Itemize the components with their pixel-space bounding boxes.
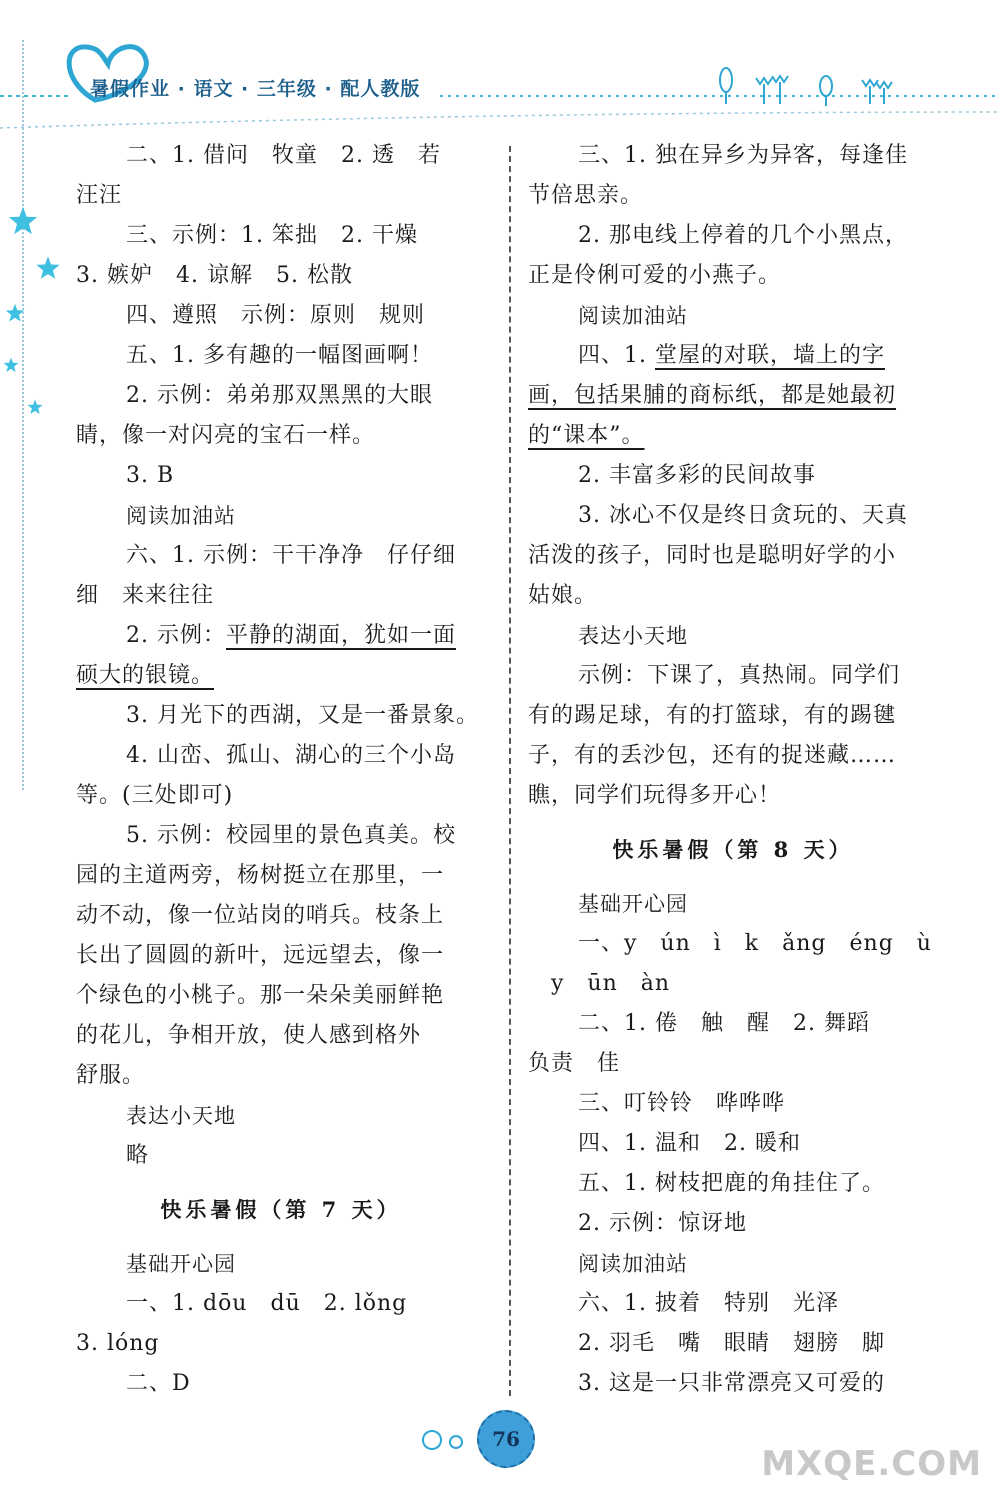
answer-line: 节倍思亲。 — [528, 183, 644, 208]
answer-line: 2. 羽毛 嘴 眼睛 翅膀 脚 — [578, 1331, 885, 1356]
answer-line: 2. 示例：平静的湖面，犹如一面 — [126, 623, 456, 648]
answer-line — [528, 416, 938, 456]
answer-line: 个绿色的小桃子。那一朵朵美丽鲜艳 — [76, 983, 445, 1008]
left-column — [76, 136, 486, 1404]
right-column — [528, 136, 938, 1404]
header-title: 暑假作业 · 语文 · 三年级 · 配人教版 — [90, 78, 421, 100]
answer-line: 三、叮铃铃 哗哗哗 — [578, 1091, 786, 1116]
underlined-answer: 堂屋的对联，墙上的字 — [654, 343, 885, 368]
answer-line: 示例：下课了，真热闹。同学们 — [578, 663, 901, 688]
answer-line: 姑娘。 — [528, 583, 598, 608]
section-heading: 表达小天地 — [126, 1104, 236, 1128]
answer-line: 细 来来往往 — [76, 583, 215, 608]
page-number: 76 — [477, 1410, 535, 1468]
answer-line: 二、1. 倦 触 醒 2. 舞蹈 — [578, 1011, 870, 1036]
underlined-answer: 画，包括果脯的商标纸，都是她最初 — [528, 383, 897, 408]
answer-line: 活泼的孩子，同时也是聪明好学的小 — [528, 543, 897, 568]
star-icon — [2, 356, 20, 374]
section-heading: 表达小天地 — [578, 624, 688, 648]
star-icon — [34, 254, 62, 282]
answer-line: 3. B — [126, 463, 175, 488]
answer-line: 三、1. 独在异乡为异客，每逢佳 — [578, 143, 908, 168]
star-icon — [4, 302, 26, 324]
answer-line: 五、1. 多有趣的一幅图画啊！ — [126, 343, 433, 368]
underlined-answer: 硕大的银镜。 — [76, 663, 215, 688]
section-heading: 阅读加油站 — [578, 1252, 688, 1276]
answer-line: 瞧，同学们玩得多开心！ — [528, 783, 782, 808]
answer-line: 四、遵照 示例：原则 规则 — [126, 303, 426, 328]
answer-line: 六、1. 披着 特别 光泽 — [578, 1291, 839, 1316]
watermark: MXQE.COM — [761, 1444, 982, 1484]
page-header — [0, 0, 1000, 140]
answer-line: 4. 山峦、孤山、湖心的三个小岛 — [126, 743, 456, 768]
answer-line: 睛，像一对闪亮的宝石一样。 — [76, 423, 376, 448]
answer-line: 2. 示例：弟弟那双黑黑的大眼 — [126, 383, 433, 408]
answer-line: 舒服。 — [76, 1063, 146, 1088]
answer-line: 四、1. 堂屋的对联，墙上的字 — [578, 343, 885, 368]
underlined-answer: 平静的湖面，犹如一面 — [225, 623, 456, 648]
day-title: 快乐暑假（第 7 天） — [160, 1197, 402, 1222]
answer-line: 长出了圆圆的新叶，远远望去，像一 — [76, 943, 445, 968]
section-heading: 阅读加油站 — [126, 504, 236, 528]
tulip-decoration — [720, 68, 892, 106]
answer-line: 2. 那电线上停着的几个小黑点， — [578, 223, 908, 248]
answer-line: 园的主道两旁，杨树挺立在那里，一 — [76, 863, 445, 888]
star-icon — [6, 204, 40, 238]
answer-line: 2. 丰富多彩的民间故事 — [578, 463, 816, 488]
answer-line: 等。(三处即可) — [76, 783, 234, 808]
answer-line: 一、1. dōu dū 2. lǒng — [126, 1291, 408, 1316]
answer-line: 二、1. 借问 牧童 2. 透 若 — [126, 143, 441, 168]
answer-line: 六、1. 示例：干干净净 仔仔细 — [126, 543, 456, 568]
answer-line: 动不动，像一位站岗的哨兵。枝条上 — [76, 903, 445, 928]
answer-line: 有的踢足球，有的打篮球，有的踢毽 — [528, 703, 897, 728]
answer-line: 四、1. 温和 2. 暖和 — [578, 1131, 801, 1156]
section-heading: 基础开心园 — [126, 1252, 236, 1276]
answer-line: 3. 冰心不仅是终日贪玩的、天真 — [578, 503, 908, 528]
answer-line: 略 — [126, 1143, 150, 1168]
section-heading: 阅读加油站 — [578, 304, 688, 328]
answer-line — [528, 376, 938, 416]
column-divider — [509, 146, 511, 1396]
answer-line: 3. 月光下的西湖，又是一番景象。 — [126, 703, 479, 728]
answer-line: 一、y ún ì k ǎng éng ù — [578, 931, 932, 956]
answer-line: 3. 这是一只非常漂亮又可爱的 — [578, 1371, 885, 1396]
answer-line: 二、D — [126, 1371, 191, 1396]
star-icon — [26, 398, 44, 416]
answer-line: 汪汪 — [76, 183, 123, 208]
answer-line: 3. lóng — [76, 1331, 160, 1356]
answer-line: 2. 示例：惊讶地 — [578, 1211, 747, 1236]
answer-line — [76, 656, 486, 696]
answer-line: 五、1. 树枝把鹿的角挂住了。 — [578, 1171, 885, 1196]
section-heading: 基础开心园 — [578, 892, 688, 916]
day-title: 快乐暑假（第 8 天） — [612, 837, 854, 862]
underlined-answer: 的“课本”。 — [528, 423, 645, 448]
margin-rule — [22, 40, 24, 790]
answer-line: 5. 示例：校园里的景色真美。校 — [126, 823, 456, 848]
answer-line: 3. 嫉妒 4. 谅解 5. 松散 — [76, 263, 353, 288]
answer-line: 的花儿，争相开放，使人感到格外 — [76, 1023, 422, 1048]
answer-line: y ūn àn — [528, 971, 671, 996]
answer-line: 正是伶俐可爱的小燕子。 — [528, 263, 782, 288]
answer-line: 负责 佳 — [528, 1051, 621, 1076]
answer-line: 三、示例：1. 笨拙 2. 干燥 — [126, 223, 418, 248]
header-decoration — [0, 0, 1000, 140]
answer-line: 子，有的丢沙包，还有的捉迷藏…… — [528, 743, 897, 768]
